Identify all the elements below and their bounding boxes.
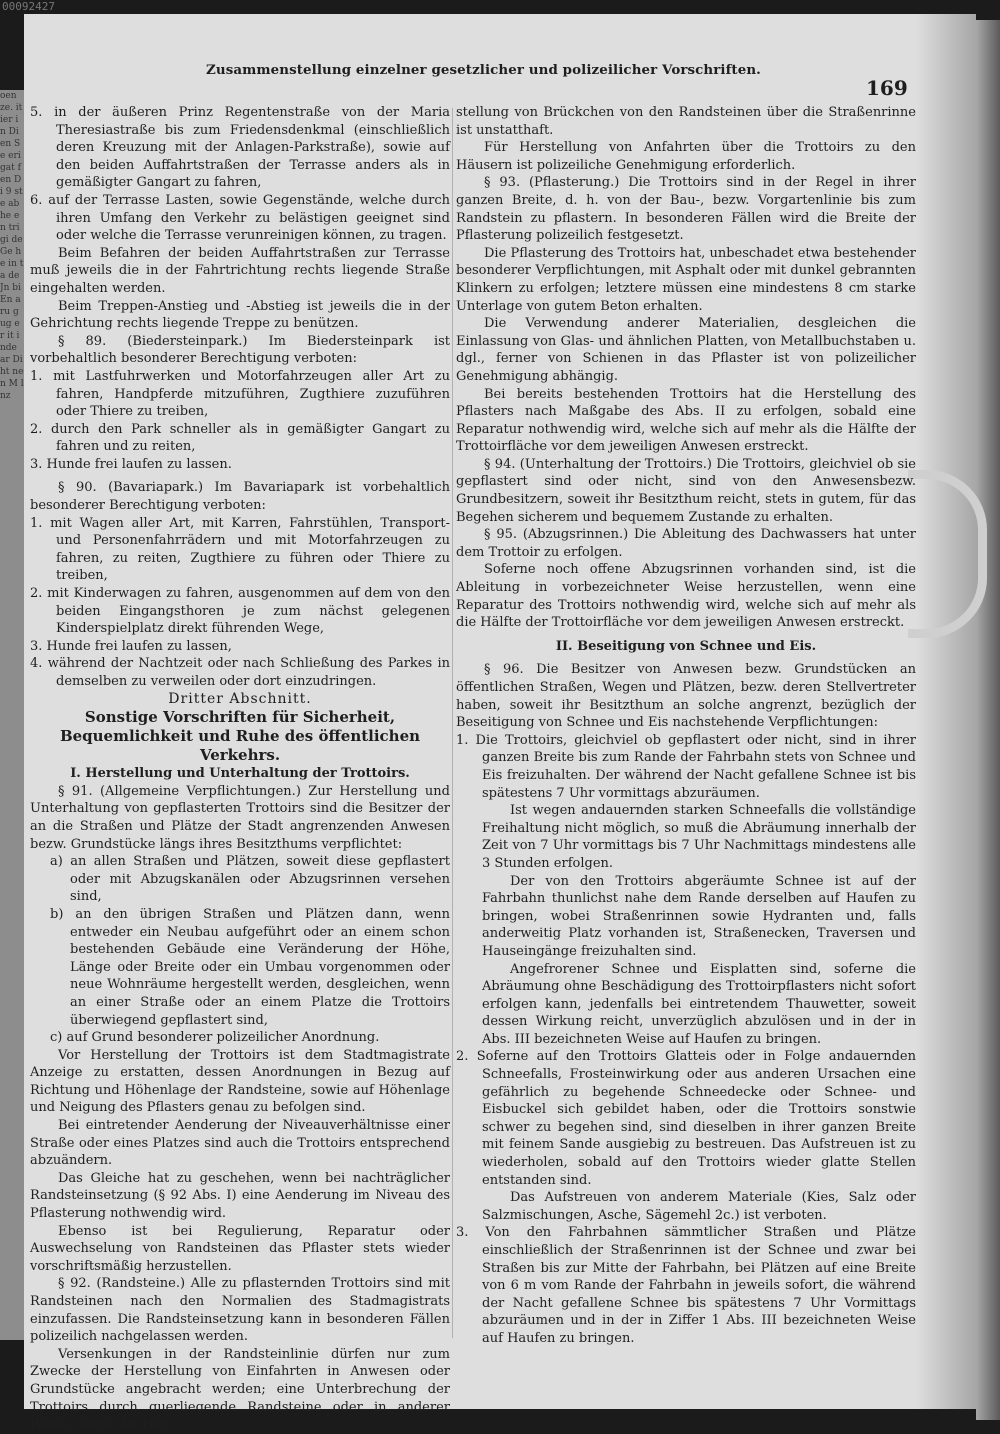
- section-94: § 94. (Unterhaltung der Trottoirs.) Die Trottoirs, gleichviel ob sie gepflastert sind oder nicht, sind von den Anwesensbezw. Grundbesitzern, soweit ihr Besitzthum reicht, stets in gutem, für das Begehen sicherem und bequemem Zustande zu erhalten.: [456, 456, 916, 525]
- section-93: § 93. (Pflasterung.) Die Trottoirs sind in der Regel in ihrer ganzen Breite, d. h. von der Bau-, bezw. Vorgartenlinie bis zum Randstein zu pflastern. In besonderen Fällen wird die Breite der Pflasterung polizeilich festgesetzt.: [456, 175, 916, 244]
- list-item-5: 5. in der äußeren Prinz Regentenstraße von der Maria Theresiastraße bis zum Friedensdenkmal (einschließlich deren Kreuzung mit der Anlagen-Parkstraße), sowie auf den beiden Auffahrtstraßen der Terrasse anders als in gemäßigter Gangart zu fahren,: [30, 105, 450, 191]
- section-92: § 92. (Randsteine.) Alle zu pflasternden Trottoirs sind mit Randsteinen nach den Normalien des Stadmagistrats einzufassen. Die Randsteinsetzung kann in besonderen Fällen polizeilich nachgelassen werden.: [30, 1276, 450, 1345]
- list-item: 3. Hunde frei laufen zu lassen,: [30, 638, 232, 654]
- running-head: Zusammenstellung einzelner gesetzlicher und polizeilicher Vorschriften.: [206, 62, 761, 78]
- paper-clip: [908, 470, 987, 638]
- list-item: 1. mit Wagen aller Art, mit Karren, Fahrstühlen, Transport- und Personenfahrrädern und mit Motorfahrzeugen zu fahren, zu reiten, Zugthiere zu führen oder Thiere zu treiben,: [30, 515, 450, 584]
- paragraph: Beim Befahren der beiden Auffahrtstraßen zur Terrasse muß jeweils die in der Fahrtrichtung rechts liegende Straße eingehalten werden.: [30, 245, 450, 296]
- list-item: 1. mit Lastfuhrwerken und Motorfahrzeugen aller Art zu fahren, Handpferde mitzuführen, Zugthiere zuzuführen oder Thiere zu treiben,: [30, 368, 450, 420]
- section-95: § 95. (Abzugsrinnen.) Die Ableitung des Dachwassers hat unter dem Trottoir zu erfolgen.: [456, 527, 916, 560]
- paragraph-continued: stellung von Brückchen von den Randsteinen über die Straßenrinne ist unstatthaft.: [456, 105, 916, 138]
- list-item-2: 2. Soferne auf den Trottoirs Glatteis oder in Folge andauernden Schneefalls, Frosteinwirkung oder aus anderen Ursachen eine gefährlich zu begehende Schneedecke oder Schnee- und Eisbuckel sich gebildet haben, oder die Trottoirs sonstwie schwer zu begehen sind, sind dieselben in ihrer ganzen Breite mit feinem Sande ausgiebig zu bestreuen. Das Aufstreuen ist zu wiederholen, sobald auf den Trottoirs wieder glatte Stellen entstanden sind.: [456, 1049, 916, 1188]
- list-item-a: a) an allen Straßen und Plätzen, soweit diese gepflastert oder mit Abzugskanälen oder Abzugsrinnen versehen sind,: [50, 854, 450, 905]
- previous-page-edge: oen ze. it ier in Di en Se eri gat fen Di 9 ste ab he en tri gi de Ge he in ta de Jn bi En aru g ug er it inde ar Di ht ne n M l nz: [0, 90, 24, 1340]
- paragraph: Vor Herstellung der Trottoirs ist dem Stadtmagistrate Anzeige zu erstatten, dessen Anordnungen in Bezug auf Richtung und Höhenlage der Randsteine, sowie auf Höhenlage und Neigung des Pflasters genau zu befolgen sind.: [30, 1047, 450, 1116]
- subheading: II. Beseitigung von Schnee und Eis.: [555, 638, 817, 654]
- list-item-c: c) auf Grund besonderer polizeilicher Anordnung.: [50, 1030, 380, 1046]
- paragraph: Bei bereits bestehenden Trottoirs hat die Herstellung des Pflasters nach Maßgabe des Abs. II zu erfolgen, sobald eine Reparatur nothwendig wird, welche sich auf mehr als die Hälfte der Trottoirfläche vor dem jeweiligen Anwesen erstreckt.: [456, 386, 916, 455]
- paragraph: Das Gleiche hat zu geschehen, wenn bei nachträglicher Randsteinsetzung (§ 92 Abs. I) eine Aenderung im Niveau des Pflasterung nothwendig wird.: [30, 1170, 450, 1222]
- paragraph: Der von den Trottoirs abgeräumte Schnee ist auf der Fahrbahn thunlichst nahe dem Rande derselben auf Haufen zu bringen, wobei Straßenrinnen sowie Hydranten und, falls anderweitig Platz vorhanden ist, Straßenecken, Traversen und Hauseingänge freizuhalten sind.: [482, 873, 916, 959]
- paragraph: Für Herstellung von Anfahrten über die Trottoirs zu den Häusern ist polizeiliche Genehmigung erforderlich.: [456, 140, 916, 173]
- paragraph: Beim Treppen-Anstieg und -Abstieg ist jeweils die in der Gehrichtung rechts liegende Treppe zu benützen.: [30, 298, 450, 332]
- paragraph: Die Pflasterung des Trottoirs hat, unbeschadet etwa bestehender besonderer Verpflichtungen, mit Asphalt oder mit dunkel gebrannten Klinkern zu erfolgen; letztere müssen eine mindestens 8 cm starke Unterlage von gutem Beton erhalten.: [456, 245, 916, 314]
- column-divider: [452, 108, 453, 1338]
- list-item: 4. während der Nachtzeit oder nach Schließung des Parkes in demselben zu verweilen oder dort einzudringen.: [30, 656, 450, 689]
- paragraph: Das Aufstreuen von anderem Materiale (Kies, Salz oder Salzmischungen, Asche, Sägemehl 2c.) ist verboten.: [482, 1190, 916, 1223]
- paragraph: Die Verwendung anderer Materialien, desgleichen die Einlassung von Glas- und ähnlichen Platten, von Metallbuchstaben u. dgl., ferner von Schienen in das Pflaster ist von polizeilicher Genehmigung abhängig.: [456, 316, 916, 384]
- list-item-6: 6. auf der Terrasse Lasten, sowie Gegenstände, welche durch ihren Umfang den Verkehr zu belästigen geeignet sind oder welche die Terrasse verunreinigen können, zu tragen.: [30, 192, 450, 244]
- page-number: 169: [866, 76, 908, 100]
- paragraph: Soferne noch offene Abzugsrinnen vorhanden sind, ist die Ableitung in vorbezeichneter Weise herzustellen, wenn eine Reparatur des Trottoirs nothwendig wird, welche sich auf mehr als die Hälfte der Trottoirfläche vor dem jeweiligen Anwesen erstreckt.: [456, 562, 916, 631]
- paragraph: Angefrorener Schnee und Eisplatten sind, soferne die Abräumung ohne Beschädigung des Trottoirpflasters nicht sofort erfolgen kann, jedenfalls bei eintretendem Thauwetter, soweit dessen Wirkung reicht, unverzüglich abzulösen und in der in Abs. III bezeichneten Weise auf Haufen zu bringen.: [482, 961, 916, 1047]
- list-item: 2. mit Kinderwagen zu fahren, ausgenommen auf dem von den beiden Eingangsthoren je zum nächst gelegenen Kinderspielplatz direkt führenden Wege,: [30, 586, 450, 637]
- page-shadow: [916, 14, 976, 1409]
- list-item-1: 1. Die Trottoirs, gleichviel ob gepflastert oder nicht, sind in ihrer ganzen Breite bis zum Rande der Fahrbahn stets von Schnee und Eis freizuhalten. Der während der Nacht gefallene Schnee ist bis spätestens 7 Uhr vormittags abzuräumen.: [456, 732, 916, 801]
- list-item: 3. Hunde frei laufen zu lassen.: [30, 456, 232, 472]
- page-stack-edge: [976, 20, 1000, 1420]
- paragraph: Versenkungen in der Randsteinlinie dürfen nur zum Zwecke der Herstellung von Einfahrten in Anwesen oder Grundstücke angebracht werden; eine Unterbrechung der Trottoirs durch querliegende Randsteine oder in anderer Weise, sowie die Her-: [30, 1346, 450, 1433]
- section-89: § 89. (Biedersteinpark.) Im Biedersteinpark ist vorbehaltlich besonderer Berechtigung verboten:: [30, 333, 450, 367]
- paragraph: Ist wegen andauernden starken Schneefalls die vollständige Freihaltung nicht möglich, so muß die Abräumung innerhalb der Zeit von 7 Uhr vormittags bis 7 Uhr Nachmittags mindestens alle 3 Stunden erfolgen.: [482, 803, 916, 871]
- section-title: Dritter Abschnitt.: [168, 690, 312, 707]
- list-item-3: 3. Von den Fahrbahnen sämmtlicher Straßen und Plätze einschließlich der Straßenrinnen ist der Schnee und zwar bei Straßen bis zur Mitte der Fahrbahn, bei Plätzen auf eine Breite von 6 m vom Rande der Fahrbahn in jeweils sofort, die während der Nacht gefallene Schnee bis spätestens 7 Uhr Vormittags abzuräumen und in der in Ziffer 1 Abs. III bezeichneten Weise auf Haufen zu bringen.: [456, 1225, 916, 1346]
- scan-id: 00092427: [2, 0, 55, 13]
- subheading: I. Herstellung und Unterhaltung der Trottoirs.: [70, 766, 410, 782]
- paragraph: Bei eintretender Aenderung der Niveauverhältnisse einer Straße oder eines Platzes sind auch die Trottoirs entsprechend abzuändern.: [30, 1118, 450, 1169]
- section-90: § 90. (Bavariapark.) Im Bavariapark ist vorbehaltlich besonderer Berechtigung verboten:: [30, 480, 450, 514]
- paragraph: Ebenso ist bei Regulierung, Reparatur oder Auswechselung von Randsteinen das Pflaster stets wieder vorschriftsmäßig herzustellen.: [30, 1223, 450, 1274]
- section-96: § 96. Die Besitzer von Anwesen bezw. Grundstücken an öffentlichen Straßen, Wegen und Plätzen, bezw. deren Stellvertreter haben, soweit ihr Besitzthum an solche angrenzt, bezüglich der Beseitigung von Schnee und Eis nachstehende Verpflichtungen:: [456, 662, 916, 731]
- chapter-heading: Sonstige Vorschriften für Sicherheit, Bequemlichkeit und Ruhe des öffentlichen Verkehrs.: [59, 708, 421, 765]
- list-item-b: b) an den übrigen Straßen und Plätzen dann, wenn entweder ein Neubau aufgeführt oder an einem schon bestehenden Gebäude eine Veränderung der Höhe, Länge oder Breite oder ein Umbau vorgenommen oder neue Wohnräume hergestellt werden, desgleichen, wenn an einer Straße oder an einem Platze die Trottoirs überwiegend gepflastert sind,: [50, 906, 450, 1028]
- right-column: [456, 104, 916, 1348]
- left-column: [30, 104, 450, 1434]
- list-item: 2. durch den Park schneller als in gemäßigter Gangart zu fahren und zu reiten,: [30, 421, 450, 455]
- section-91: § 91. (Allgemeine Verpflichtungen.) Zur Herstellung und Unterhaltung von gepflasterten Trottoirs sind die Besitzer der an die Straßen und Plätze der Stadt angrenzenden Anwesen bezw. Grundstücke längs ihres Besitzthums verpflichtet:: [30, 783, 450, 852]
